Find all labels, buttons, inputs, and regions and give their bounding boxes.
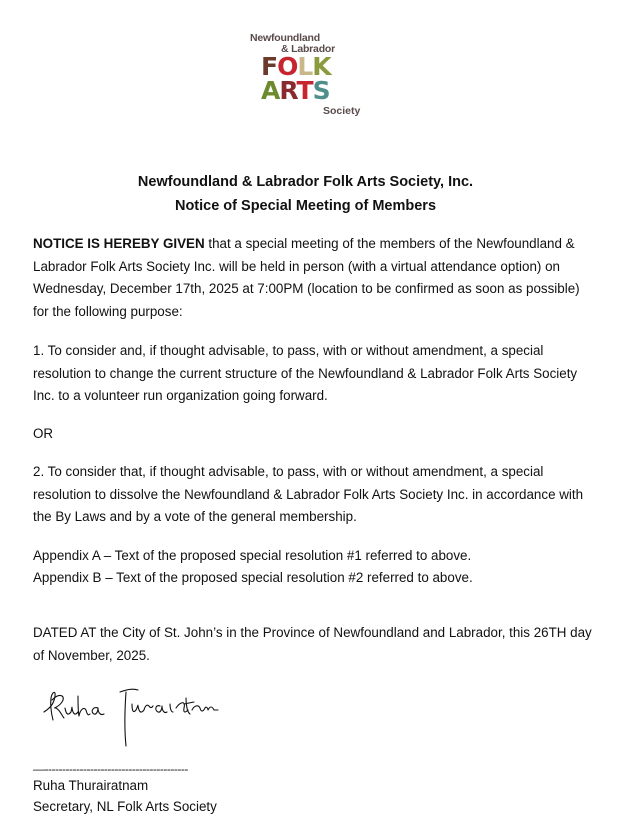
notice-text: that a special meeting of the members of the Newfoundland & Labrador Folk Arts Society Inc. will be held in person (with a virtual attendance option) on Wednesday, December 17th, 2025 at 7:00PM (location to be confirmed as soon as possible) for the following purpose:: [33, 236, 580, 319]
logo-letter: T: [296, 76, 313, 105]
resolution-item-2: 2. To consider that, if thought advisable, to pass, with or without amendment, a special resolution to dissolve the Newfoundland & Labrador Folk Arts Society Inc. in accordance with the By Laws and by a vote of the general membership.: [33, 464, 584, 524]
logo-letter: S: [312, 76, 330, 105]
logo-letter-guitar: O: [277, 52, 298, 81]
signatory-title: Secretary, NL Folk Arts Society: [33, 799, 217, 814]
document-subtitle: Notice of Special Meeting of Members: [174, 198, 437, 214]
logo-letter: L: [297, 52, 313, 81]
signature-line: —-----------------------------------------: [33, 762, 188, 776]
handwritten-signature: [40, 686, 220, 748]
appendix-b: Appendix B – Text of the proposed special resolution #2 referred to above.: [33, 570, 473, 585]
notice-paragraph: [33, 233, 593, 323]
logo-word-arts: [261, 78, 330, 103]
or-separator: OR: [33, 426, 54, 441]
logo-letter: F: [261, 52, 278, 81]
dated-statement: DATED AT the City of St. John’s in the Province of Newfoundland and Labrador, this 26TH day of November, 2025.: [33, 625, 592, 663]
logo-letter: K: [312, 52, 331, 81]
logo-line-society: Society: [323, 105, 361, 117]
document-title: Newfoundland & Labrador Folk Arts Society, Inc.: [137, 174, 474, 190]
appendix-a: Appendix A – Text of the proposed special resolution #1 referred to above.: [33, 548, 472, 563]
resolution-item-1: 1. To consider and, if thought advisable, to pass, with or without amendment, a special resolution to change the current structure of the Newfoundland & Labrador Folk Arts Society Inc. to a volunteer run organization going forward.: [33, 343, 578, 403]
logo-letter: A: [261, 76, 280, 105]
signatory-name: Ruha Thurairatnam: [33, 778, 149, 793]
logo-line-newfoundland: Newfoundland: [250, 32, 320, 44]
folk-arts-society-logo: [246, 30, 376, 122]
notice-lead: NOTICE IS HEREBY GIVEN: [33, 236, 205, 251]
logo-line-labrador: & Labrador: [281, 43, 336, 55]
logo-letter: R: [279, 76, 297, 105]
